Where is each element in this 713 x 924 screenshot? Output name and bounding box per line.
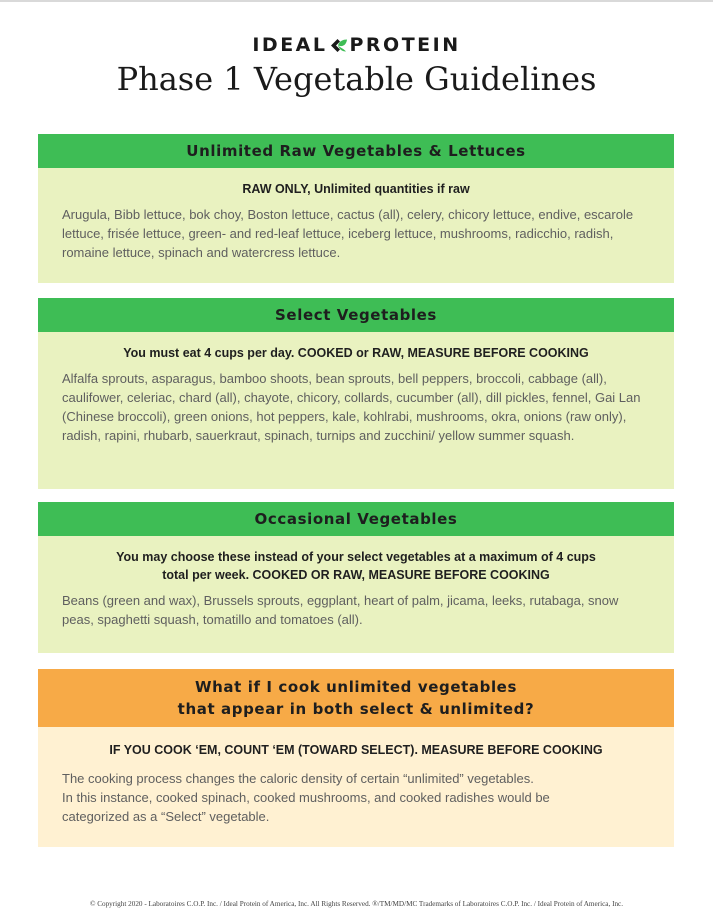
- brand-word-protein: PROTEIN: [349, 34, 461, 56]
- section-lead: You must eat 4 cups per day. COOKED or RAW, MEASURE BEFORE COOKING: [123, 346, 589, 360]
- section-unlimited: [38, 134, 674, 283]
- leaf-diamond-icon: [331, 39, 347, 52]
- copyright-footer: © Copyright 2020 - Laboratoires C.O.P. Inc. / Ideal Protein of America, Inc. All Rights Reserved. ®/TM/MD/MC Trademarks of Laboratoires C.O.P. Inc. / Ideal Protein of America, Inc.: [89, 900, 624, 908]
- section-occasional: [38, 502, 674, 653]
- page-title: Phase 1 Vegetable Guidelines: [116, 60, 597, 98]
- text-line: The cooking process changes the caloric density of certain “unlimited” vegetables.: [62, 771, 534, 786]
- section-heading: [38, 669, 674, 727]
- section-text: Beans (green and wax), Brussels sprouts, eggplant, heart of palm, jicama, leeks, rutabaga, snow peas, spaghetti squash, tomatillo and tomatoes (all).: [62, 593, 619, 627]
- lead-line: total per week. COOKED OR RAW, MEASURE BEFORE COOKING: [162, 568, 550, 582]
- section-lead: [62, 548, 650, 584]
- heading-line: that appear in both select & unlimited?: [177, 700, 535, 718]
- brand-word-ideal: IDEAL: [252, 34, 328, 56]
- section-text: Arugula, Bibb lettuce, bok choy, Boston lettuce, cactus (all), celery, chicory lettuce, endive, escarole lettuce, frisée lettuce, green- and red-leaf lettuce, iceberg lettuce, mushrooms, radicchio, radish, romaine lettuce, spinach and watercress lettuce.: [62, 207, 634, 260]
- lead-line: You may choose these instead of your select vegetables at a maximum of 4 cups: [116, 550, 596, 564]
- top-rule: [0, 0, 713, 2]
- section-select: [38, 298, 674, 489]
- section-heading: Select Vegetables: [38, 298, 674, 332]
- section-body: [38, 168, 674, 283]
- section-cooking-faq: [38, 669, 674, 847]
- text-line: categorized as a “Select” vegetable.: [62, 809, 270, 824]
- section-text: [62, 769, 650, 826]
- section-body: [38, 536, 674, 653]
- text-line: In this instance, cooked spinach, cooked mushrooms, and cooked radishes would be: [62, 790, 550, 805]
- brand-logo: [0, 34, 713, 56]
- section-text: Alfalfa sprouts, asparagus, bamboo shoots, bean sprouts, bell peppers, broccoli, cabbage (all), caulifower, celeriac, chard (all), chayote, chicory, collards, cucumber (all), dill pickles, fennel, Gai Lan (Chinese broccoli), green onions, hot peppers, kale, kohlrabi, mushrooms, okra, onions (raw only), radish, rapini, rhubarb, sauerkraut, spinach, turnips and zucchini/ yellow summer squash.: [62, 371, 641, 443]
- section-heading: Unlimited Raw Vegetables & Lettuces: [38, 134, 674, 168]
- section-body: [38, 727, 674, 847]
- heading-line: What if I cook unlimited vegetables: [195, 678, 517, 696]
- section-heading: Occasional Vegetables: [38, 502, 674, 536]
- section-body: [38, 332, 674, 489]
- section-lead: RAW ONLY, Unlimited quantities if raw: [242, 182, 470, 196]
- section-lead: IF YOU COOK ‘EM, COUNT ‘EM (TOWARD SELECT). MEASURE BEFORE COOKING: [109, 743, 603, 757]
